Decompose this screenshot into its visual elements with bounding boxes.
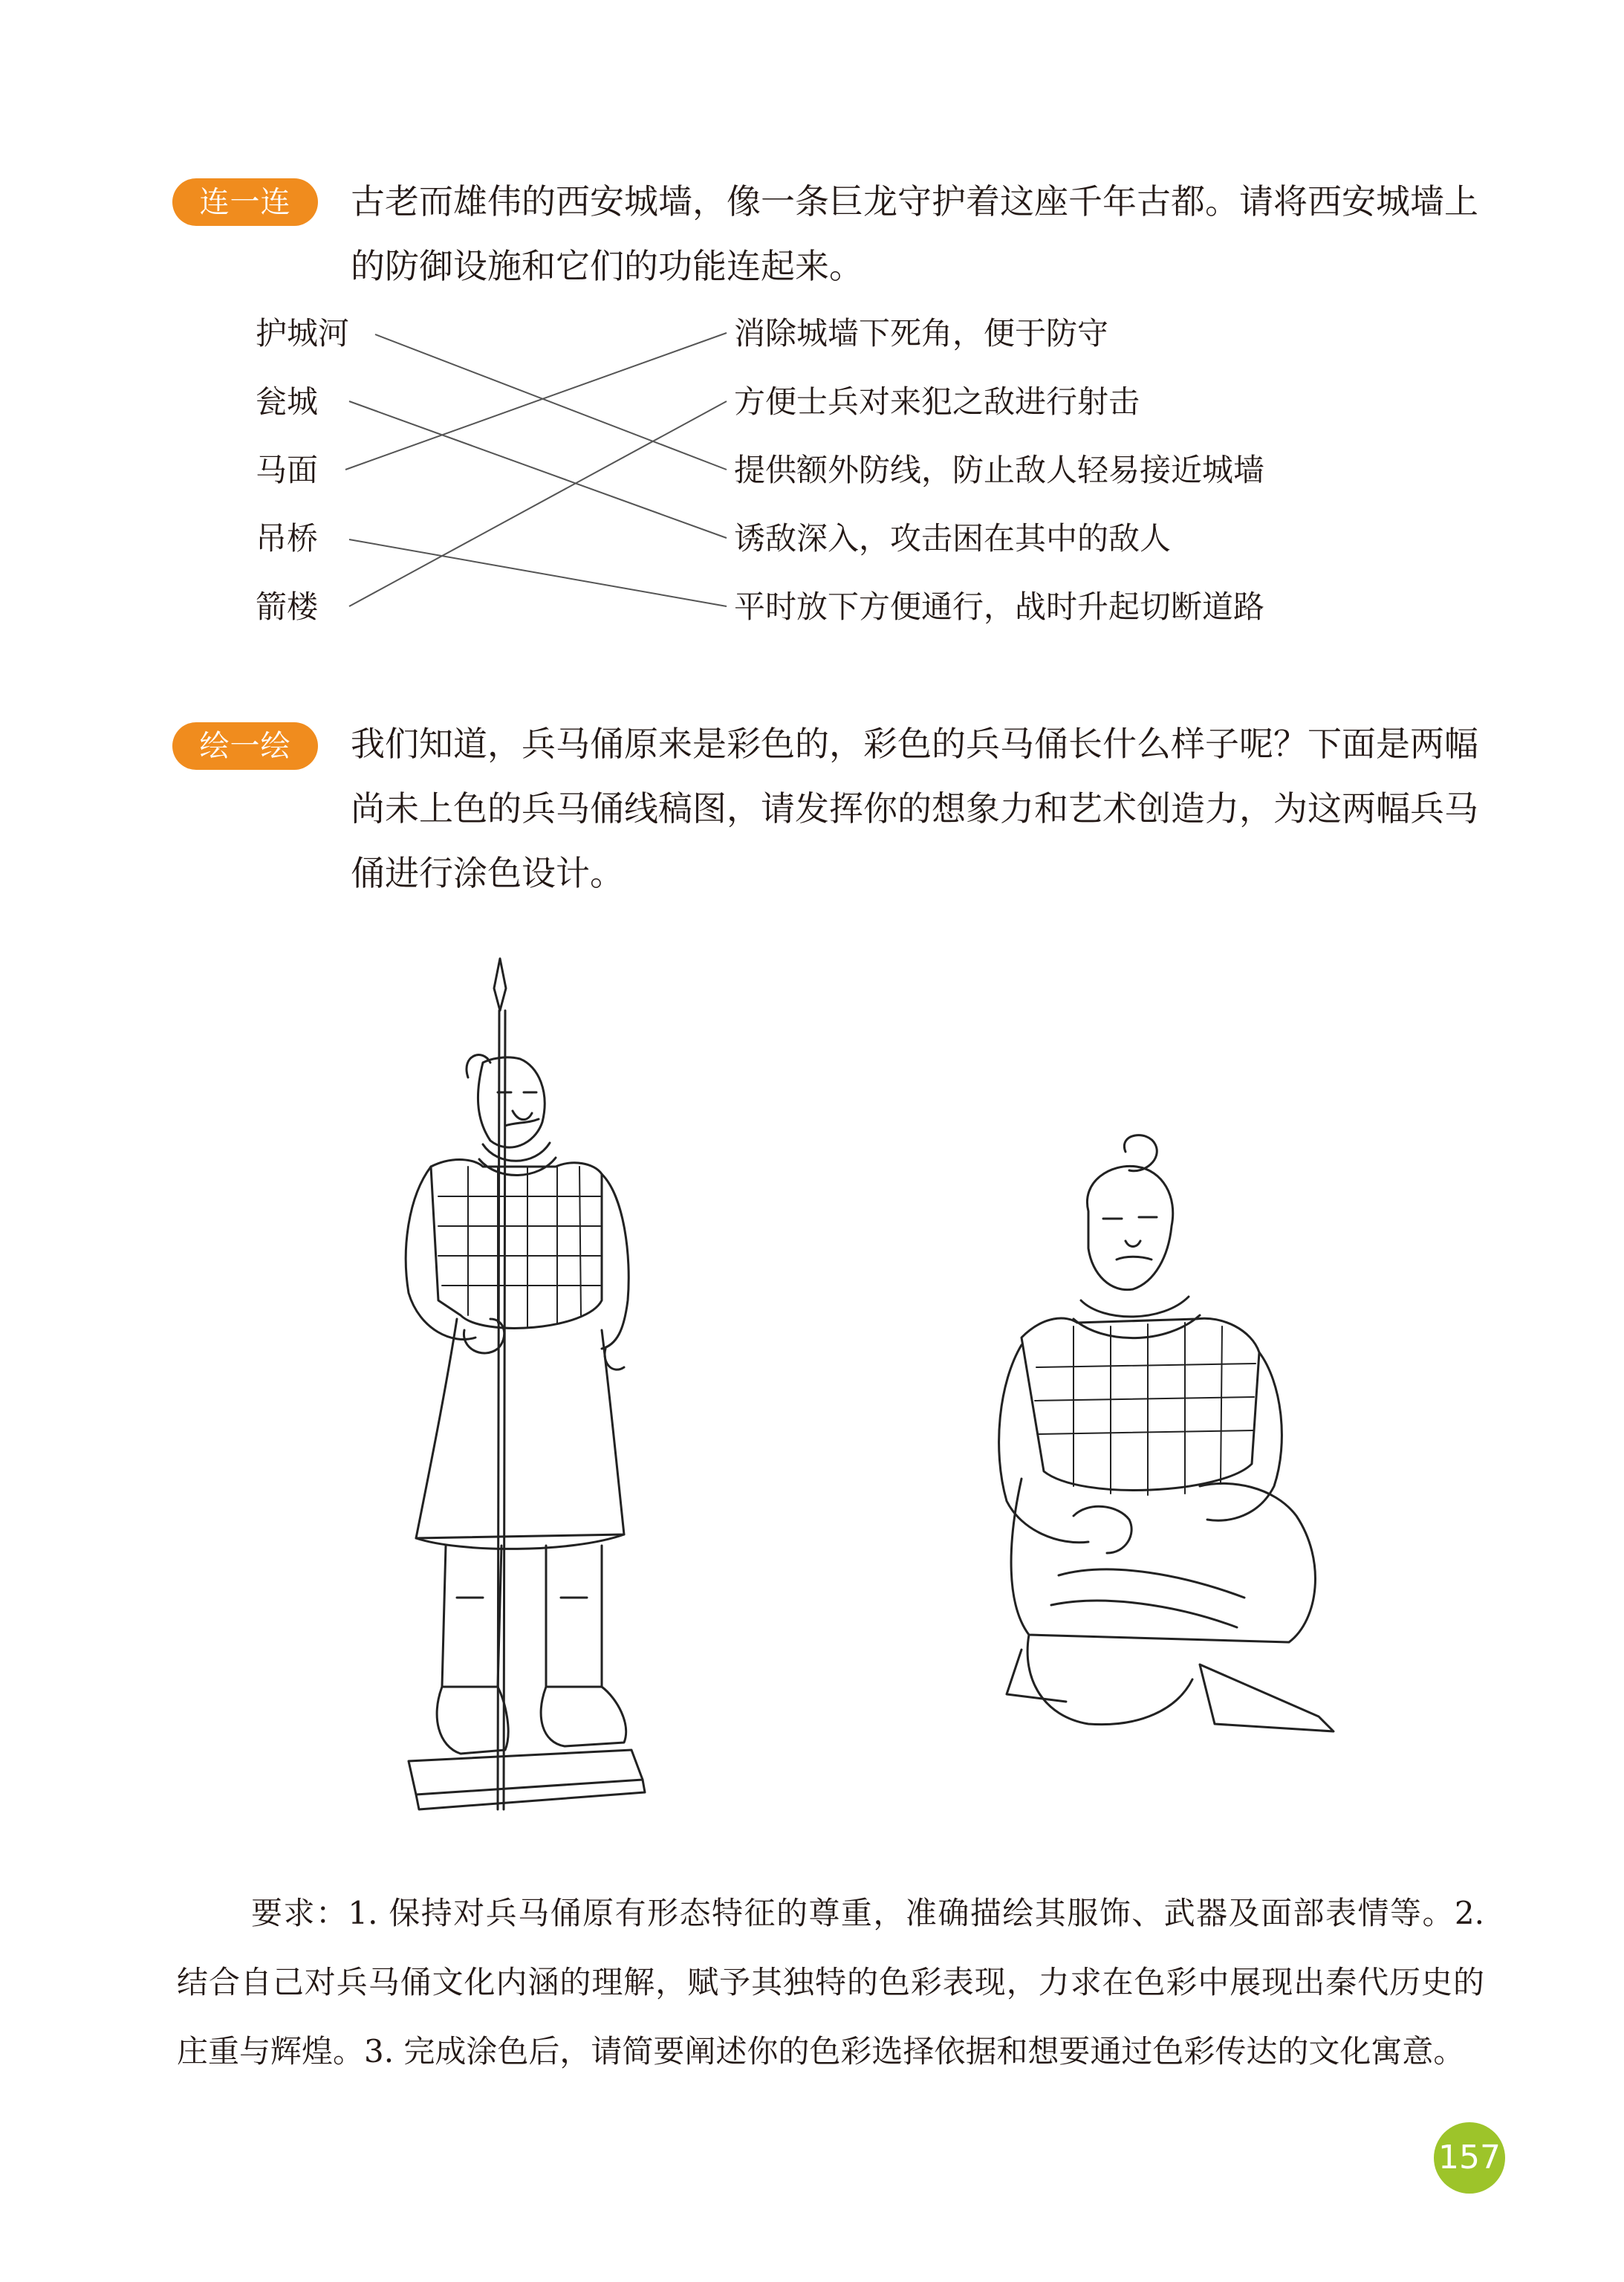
- function-4[interactable]: 诱敌深入，攻击困在其中的敌人: [734, 520, 1172, 557]
- match-line: [349, 539, 727, 606]
- requirements-text: 要求：1. 保持对兵马俑原有形态特征的尊重，准确描绘其服饰、武器及面部表情等。2. 结合自己对兵马俑文化内涵的理解，赋予其独特的色彩表现，力求在色彩中展现出秦代历史的庄重与辉煌。3. 完成涂色后，请简要阐述你的色彩选择依据和想要通过色彩传达的文化寓意。: [177, 1895, 1484, 2069]
- term-drawbridge[interactable]: 吊桥: [256, 520, 319, 557]
- standing-warrior-drawing: [386, 944, 758, 1821]
- kneeling-archer-drawing: [977, 1129, 1348, 1828]
- page-number: 157: [1434, 2122, 1505, 2194]
- function-2[interactable]: 方便士兵对来犯之敌进行射击: [734, 383, 1140, 420]
- term-moat[interactable]: 护城河: [256, 315, 350, 351]
- match-section-badge: 连一连: [172, 178, 318, 226]
- term-bastion[interactable]: 马面: [256, 452, 319, 488]
- match-line: [375, 334, 727, 470]
- match-line: [349, 401, 727, 606]
- match-line: [345, 333, 727, 470]
- function-5[interactable]: 平时放下方便通行，战时升起切断道路: [734, 589, 1265, 625]
- function-3[interactable]: 提供额外防线，防止敌人轻易接近城墙: [734, 452, 1265, 488]
- draw-section-badge: 绘一绘: [172, 722, 318, 770]
- draw-section-intro: 我们知道，兵马俑原来是彩色的，彩色的兵马俑长什么样子呢？下面是两幅尚未上色的兵马俑线稿图，请发挥你的想象力和艺术创造力，为这两幅兵马俑进行涂色设计。: [351, 724, 1478, 893]
- match-section-intro: 古老而雄伟的西安城墙，像一条巨龙守护着这座千年古都。请将西安城墙上的防御设施和它们的功能连起来。: [351, 181, 1478, 286]
- function-1[interactable]: 消除城墙下死角，便于防守: [734, 315, 1109, 351]
- term-arrow-tower[interactable]: 箭楼: [256, 589, 319, 625]
- term-barbican[interactable]: 瓮城: [256, 383, 319, 420]
- match-line: [349, 401, 727, 538]
